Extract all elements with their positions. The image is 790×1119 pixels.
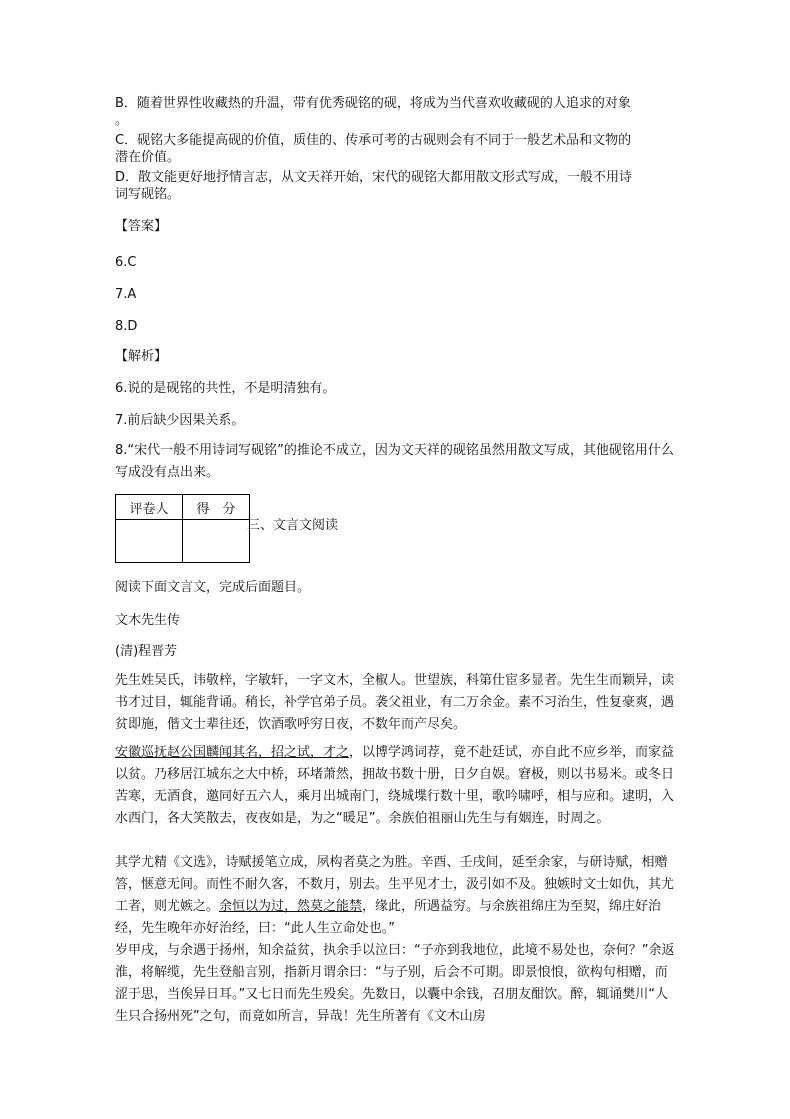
passage-para-3 <box>115 852 675 940</box>
option-c-line2: 潜在价值。 <box>115 150 181 165</box>
answer-item: 6.C <box>115 255 137 270</box>
passage-para-3-text-a: 其学尤精《文选》，诗赋援笔立成，夙构者莫之为胜。辛酉、壬戌间，延至余家，与研诗赋，相赠答，惬意无间。而性不耐久客，不数月，别去。生平见才士，汲引如不及。独嫉时文士如仇，其尤工者，则尤嫉之。 <box>115 855 675 914</box>
option-b-line2: 。 <box>115 113 129 128</box>
section-title: 三、文言文阅读 <box>247 518 339 533</box>
option-d-line2: 词写砚铭。 <box>115 187 181 202</box>
answer-item: 7.A <box>115 287 137 302</box>
score-table-grader-header: 评卷人 <box>116 495 183 520</box>
answer-item: 8.D <box>115 319 138 334</box>
score-table-score-header: 得 分 <box>183 495 250 520</box>
analysis-item: 8.“宋代一般不用诗词写砚铭”的推论不成立，因为文天祥的砚铭虽然用散文写成，其他砚铭用什么写成没有点出来。 <box>115 443 674 480</box>
answer-header: 【答案】 <box>115 219 168 234</box>
option-d-line1: D．散文能更好地抒情言志，从文天祥开始，宋代的砚铭大都用散文形式写成，一般不用诗 <box>115 170 633 185</box>
analysis-header: 【解析】 <box>115 349 168 364</box>
passage-para-2-text: ，以博学鸿词荐，竟不赴廷试，亦自此不应乡举，而家益以贫。乃移居江城东之大中桥，环堵萧然，拥故书数十册，日夕自娱。窘极，则以书易米。或冬日苦寒，无酒食，邀同好五六人，乘月出城南门，绕城堞行数十里，歌吟啸呼，相与应和。逮明，入水西门，各大笑散去，夜夜如是，为之“暖足”。余族伯祖丽山先生与有姻连，时周之。 <box>115 745 675 826</box>
instruction: 阅读下面文言文，完成后面题目。 <box>115 580 311 595</box>
passage-author: (清)程晋芳 <box>115 644 178 659</box>
underlined-sentence: 余恒以为过，然莫之能禁 <box>219 899 363 914</box>
score-table <box>115 494 250 563</box>
option-b-line1: B．随着世界性收藏热的升温，带有优秀砚铭的砚，将成为当代喜欢收藏砚的人追求的对象 <box>115 96 631 111</box>
passage-para-2 <box>115 742 675 830</box>
analysis-item: 6.说的是砚铭的共性，不是明清独有。 <box>115 381 336 396</box>
score-table-score-cell <box>183 520 250 563</box>
passage-para-4: 岁甲戌，与余遇于扬州，知余益贫，执余手以泣曰：“子亦到我地位，此境不易处也，奈何？”余返淮，将解缆，先生登船言别，指新月谓余曰：“与子别，后会不可期。即景悢悢，欲构句相赠，而涩于思，当俟异日耳。”又七日而先生殁矣。先数日，以囊中余钱，召朋友酣饮。醉，辄诵樊川“人生只合扬州死”之句，而竟如所言，异哉！先生所著有《文木山房 <box>115 943 675 1024</box>
passage-para-3-text-b: ，缘此，所遇益穷。与余族祖绵庄为至契，绵庄好治经，先生晚年亦好治经，曰：“此人生立命处也。” <box>115 899 662 936</box>
score-table-grader-cell <box>116 520 183 563</box>
passage-title: 文木先生传 <box>115 613 181 628</box>
analysis-item: 7.前后缺少因果关系。 <box>115 413 245 428</box>
passage-para-1: 先生姓吴氏，讳敬梓，字敏轩，一字文木，全椒人。世望族，科第仕宦多显者。先生生而颖异，读书才过目，辄能背诵。稍长，补学官弟子员。袭父祖业，有二万余金。素不习治生，性复豪爽，遇贫即施，偕文士辈往还，饮酒歌呼穷日夜，不数年而产尽矣。 <box>115 673 675 732</box>
option-c-line1: C．砚铭大多能提高砚的价值，质佳的、传承可考的古砚则会有不同于一般艺术品和文物的 <box>115 133 632 148</box>
underlined-sentence: 安徽巡抚赵公国麟闻其名，招之试，才之 <box>115 745 350 760</box>
